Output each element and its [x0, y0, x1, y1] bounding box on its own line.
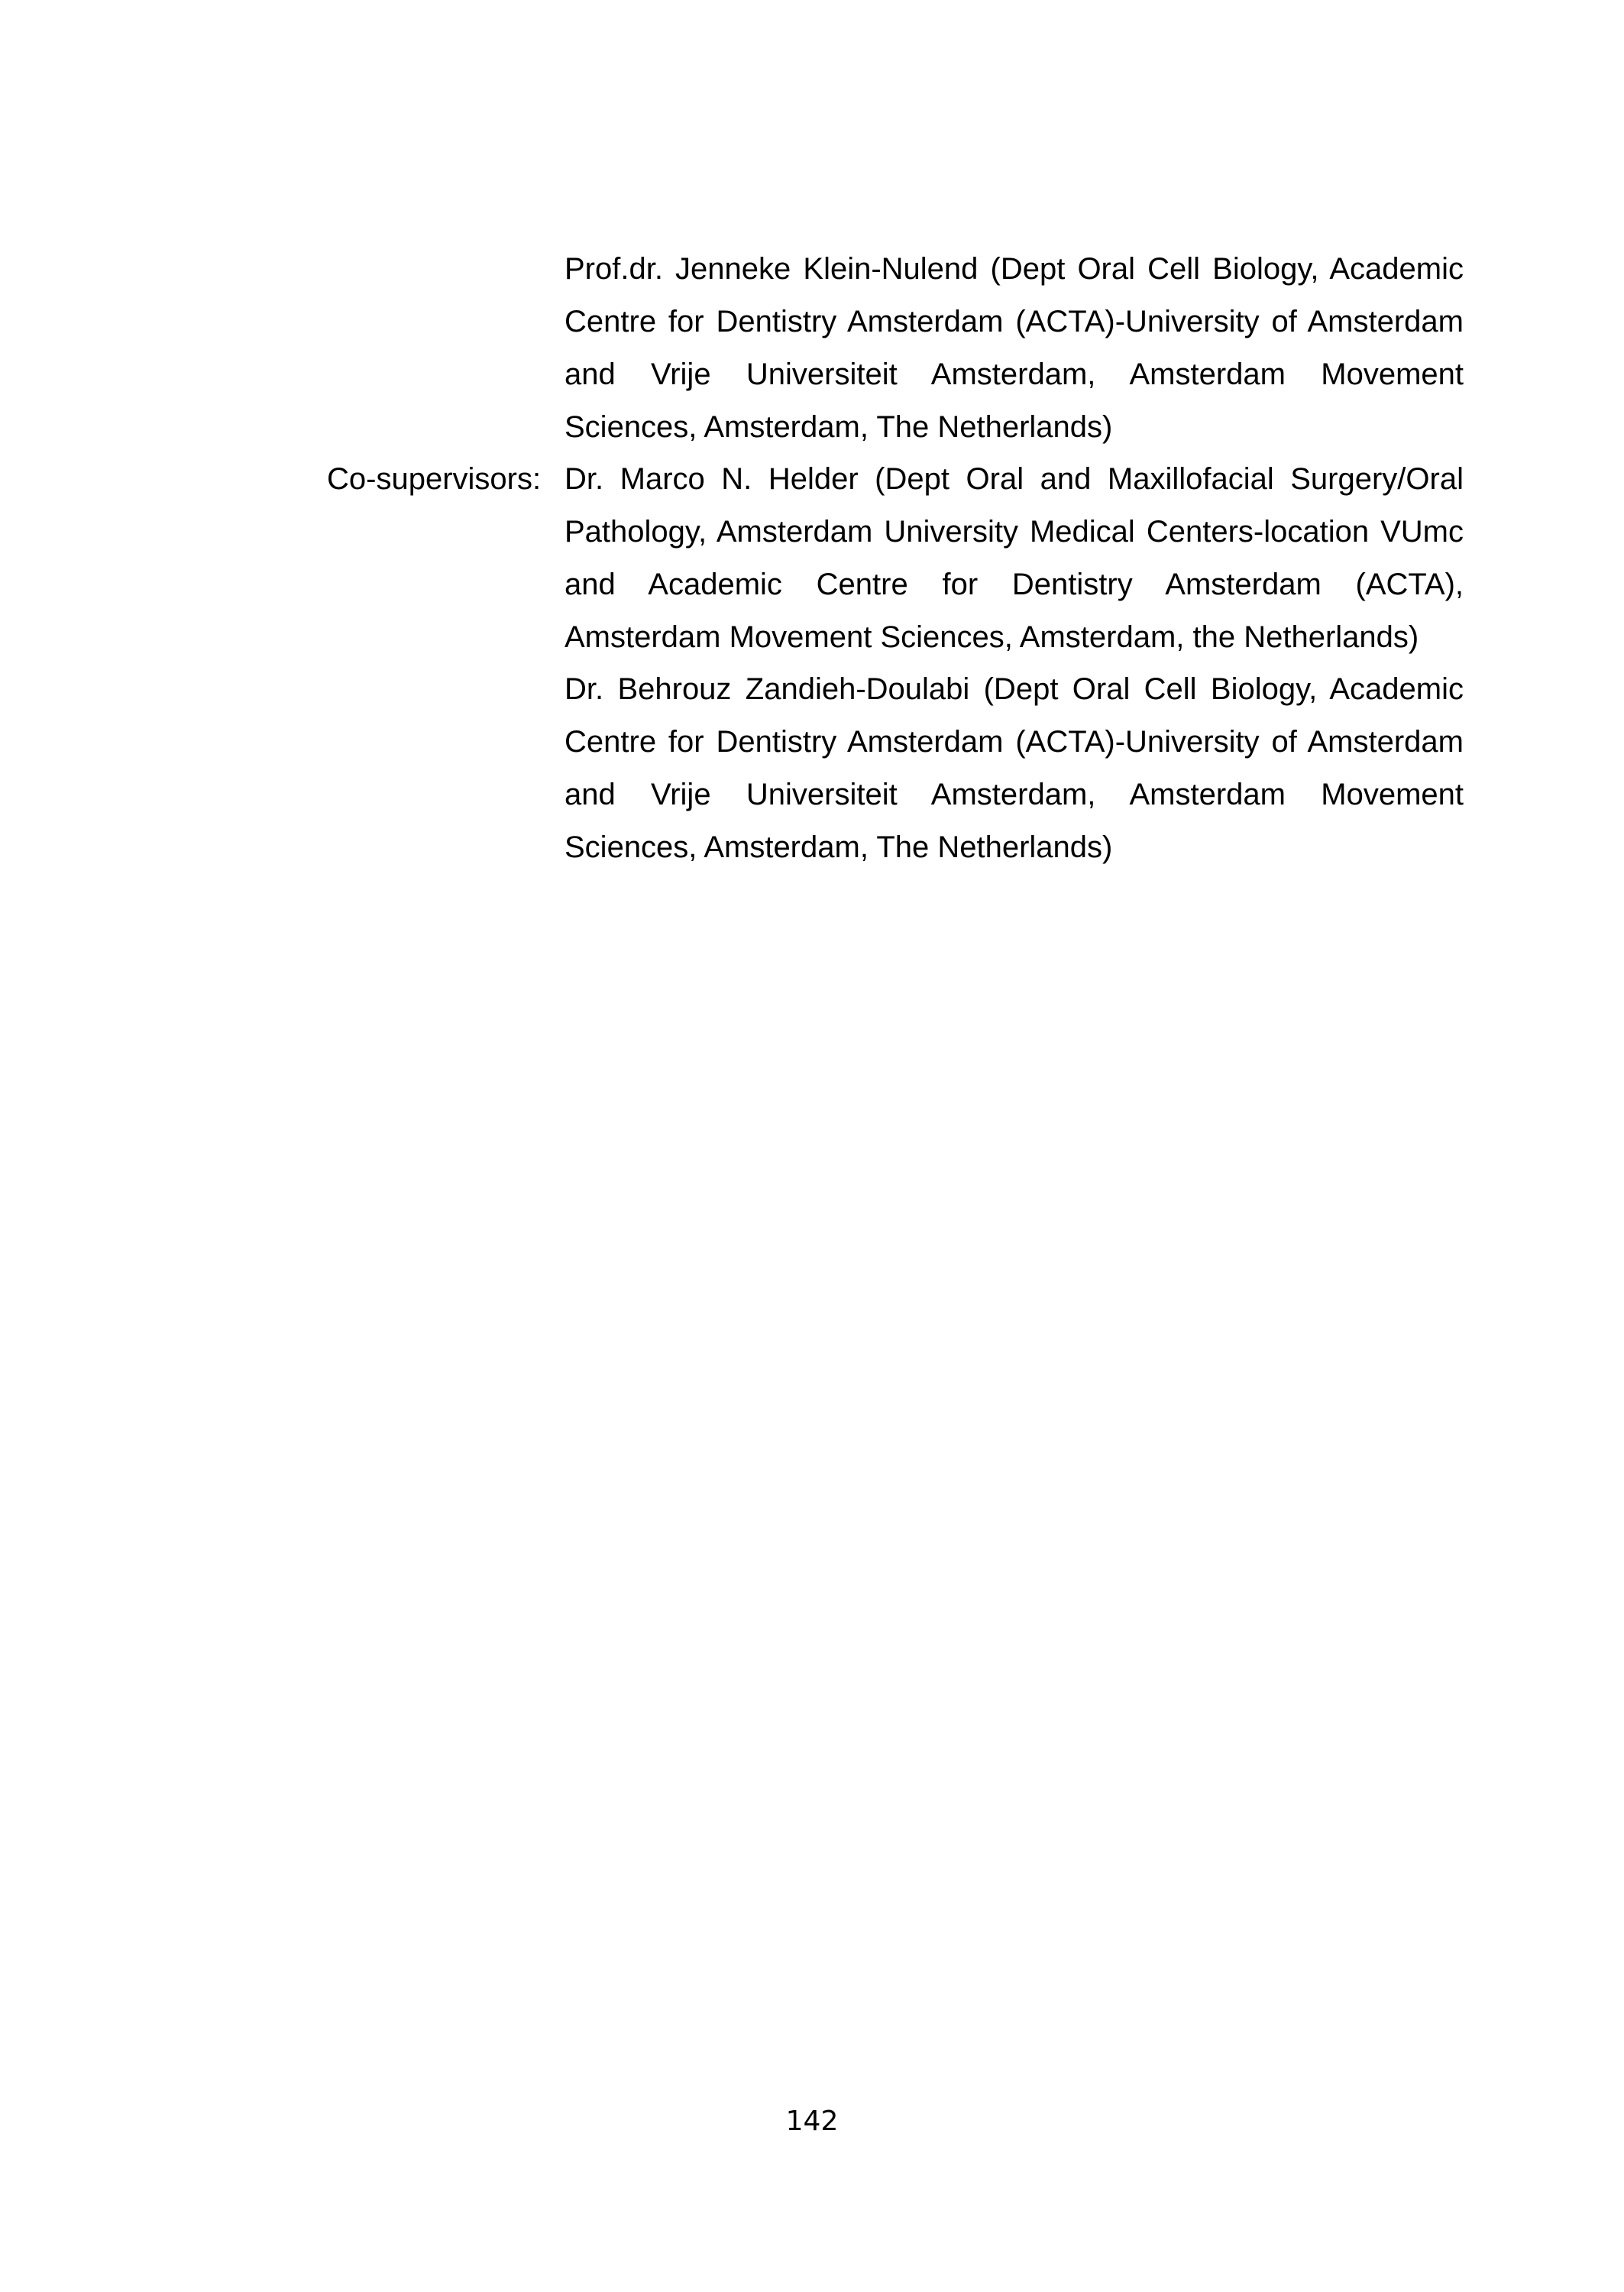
page-number: 142	[785, 2106, 839, 2137]
co-supervisor-entry-helder: Dr. Marco N. Helder (Dept Oral and Maxillofacial Surgery/Oral Pathology, Amsterdam University Medical Centers-location VUmc and Academic Centre for Dentistry Amsterdam (ACTA), Amsterdam Movement Sciences, Amsterdam, the Netherlands)	[565, 462, 1464, 654]
co-supervisors-label: Co-supervisors:	[327, 462, 542, 496]
co-supervisor-entry-zandieh-doulabi: Dr. Behrouz Zandieh-Doulabi (Dept Oral Cell Biology, Academic Centre for Dentistry Amsterdam (ACTA)-University of Amsterdam and Vrije Universiteit Amsterdam, Amsterdam Movement Sciences, Amsterdam, The Netherlands)	[565, 672, 1464, 864]
supervisor-entry: Prof.dr. Jenneke Klein-Nulend (Dept Oral Cell Biology, Academic Centre for Dentistry Amsterdam (ACTA)-University of Amsterdam and Vrije Universiteit Amsterdam, Amsterdam Movement Sciences, Amsterdam, The Netherlands)	[565, 252, 1464, 444]
